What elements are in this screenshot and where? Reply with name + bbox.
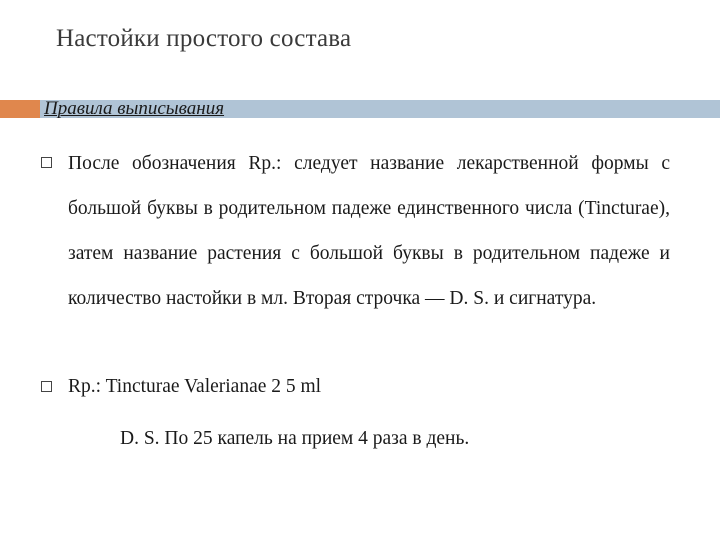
bullet-checkbox-icon: [41, 157, 52, 168]
accent-bar: [0, 100, 40, 118]
bullet-paragraph-rules: После обозначения Rp.: следует название лекарственной формы с большой буквы в родительном падеже единственного числа (Tincturae), затем название растения с большой буквы в родительном падеже и количество настойки в мл. Вторая строчка — D. S. и сигнатура.: [68, 153, 670, 309]
slide-title: Настойки простого состава: [56, 25, 352, 52]
bullet-prescription-line: Rp.: Tincturae Valerianae 2 5 ml: [68, 376, 322, 397]
signatura-line: D. S. По 25 капель на прием 4 раза в день.: [120, 428, 470, 449]
section-subtitle: Правила выписывания: [44, 98, 225, 119]
bullet-checkbox-icon: [41, 381, 52, 392]
